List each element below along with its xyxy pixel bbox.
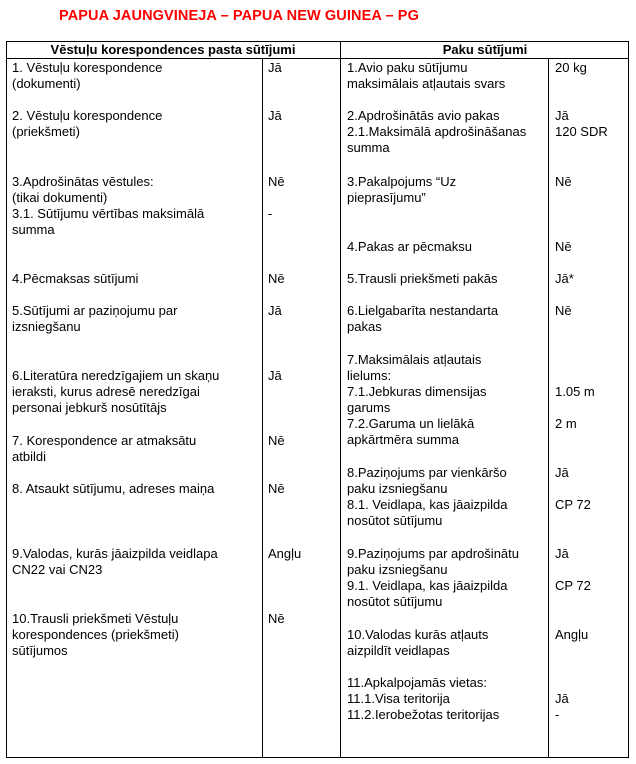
col-divider-sections xyxy=(340,41,341,758)
left-section-header: Vēstuļu korespondences pasta sūtījumi xyxy=(50,42,296,57)
left-item-value: Jā xyxy=(268,108,282,123)
left-item-value: Jā xyxy=(268,60,282,75)
left-item-label: 5.Sūtījumi ar paziņojumu par izsniegšanu xyxy=(12,303,178,334)
right-item-label: 11.Apkalpojamās vietas: xyxy=(347,675,487,690)
right-item-label: 9.Paziņojums par apdrošinātu paku izsniegšanu xyxy=(347,546,519,577)
left-item-value: Nē xyxy=(268,611,285,626)
right-item-label: 7.Maksimālais atļautais lielums: xyxy=(347,352,482,383)
left-item-value: Jā xyxy=(268,368,282,383)
right-section-header: Paku sūtījumi xyxy=(442,42,528,57)
right-item-label: 3.Pakalpojums “Uz pieprasījumu” xyxy=(347,174,457,205)
right-item-value: Nē xyxy=(555,174,572,189)
left-item-label: 4.Pēcmaksas sūtījumi xyxy=(12,271,139,286)
right-item-label: 11.1.Visa teritorija xyxy=(347,691,450,706)
right-item-value: Jā xyxy=(555,108,569,123)
left-item-label: 1. Vēstuļu korespondence (dokumenti) xyxy=(12,60,163,91)
left-item-label: 10.Trausli priekšmeti Vēstuļu korespondences (priekšmeti) sūtījumos xyxy=(12,611,179,658)
left-item-label: 9.Valodas, kurās jāaizpilda veidlapa CN22 vai CN23 xyxy=(12,546,218,577)
right-item-label: 4.Pakas ar pēcmaksu xyxy=(347,239,473,254)
left-item-label: 3.Apdrošinātas vēstules: (tikai dokumenti) xyxy=(12,174,154,205)
right-item-label: 5.Trausli priekšmeti pakās xyxy=(347,271,498,286)
right-item-value: CP 72 xyxy=(555,578,591,593)
page-title: PAPUA JAUNGVINEJA – PAPUA NEW GUINEA – PG xyxy=(59,8,419,24)
left-item-value: - xyxy=(268,206,273,221)
right-item-value: Nē xyxy=(555,239,572,254)
right-item-label: 6.Lielgabarīta nestandarta pakas xyxy=(347,303,499,334)
left-item-label: 2. Vēstuļu korespondence (priekšmeti) xyxy=(12,108,163,139)
right-item-value: 120 SDR xyxy=(555,124,608,139)
left-item-value: Angļu xyxy=(268,546,302,561)
left-item-value: Nē xyxy=(268,271,285,286)
right-item-value: - xyxy=(555,707,560,722)
right-item-value: Jā* xyxy=(555,271,574,286)
right-item-label: 1.Avio paku sūtījumu maksimālais atļautais svars xyxy=(347,60,506,91)
right-item-label: 9.1. Veidlapa, kas jāaizpilda nosūtot sūtījumu xyxy=(347,578,508,609)
right-item-label: 10.Valodas kurās atļauts aizpildīt veidlapas xyxy=(347,627,489,658)
right-item-value: Angļu xyxy=(555,627,589,642)
left-item-value: Nē xyxy=(268,433,285,448)
right-item-label: 8.1. Veidlapa, kas jāaizpilda nosūtot sūtījumu xyxy=(347,497,508,528)
right-item-value: 20 kg xyxy=(555,60,587,75)
right-item-value: CP 72 xyxy=(555,497,591,512)
right-item-label: 2.Apdrošinātās avio pakas xyxy=(347,108,500,123)
col-divider-right-value xyxy=(548,58,549,758)
right-item-label: 8.Paziņojums par vienkāršo paku izsniegšanu xyxy=(347,465,507,496)
right-item-value: 2 m xyxy=(555,416,577,431)
right-item-label: 11.2.Ierobežotas teritorijas xyxy=(347,707,500,722)
right-item-value: Nē xyxy=(555,303,572,318)
left-item-label: 6.Literatūra neredzīgajiem un skaņu ieraksti, kurus adresē neredzīgai personai jebkurš nosūtītājs xyxy=(12,368,220,415)
left-item-value: Nē xyxy=(268,174,285,189)
right-item-label: 2.1.Maksimālā apdrošināšanas summa xyxy=(347,124,527,155)
left-item-label: 8. Atsaukt sūtījumu, adreses maiņa xyxy=(12,481,215,496)
right-item-label: 7.1.Jebkuras dimensijas garums xyxy=(347,384,487,415)
right-item-value: Jā xyxy=(555,465,569,480)
right-item-label: 7.2.Garuma un lielākā apkārtmēra summa xyxy=(347,416,475,447)
left-item-label: 3.1. Sūtījumu vērtības maksimālā summa xyxy=(12,206,205,237)
right-item-value: 1.05 m xyxy=(555,384,595,399)
right-item-value: Jā xyxy=(555,546,569,561)
left-item-value: Nē xyxy=(268,481,285,496)
right-item-value: Jā xyxy=(555,691,569,706)
col-divider-left-value xyxy=(262,58,263,758)
header-divider xyxy=(6,58,629,59)
left-item-value: Jā xyxy=(268,303,282,318)
left-item-label: 7. Korespondence ar atmaksātu atbildi xyxy=(12,433,197,464)
